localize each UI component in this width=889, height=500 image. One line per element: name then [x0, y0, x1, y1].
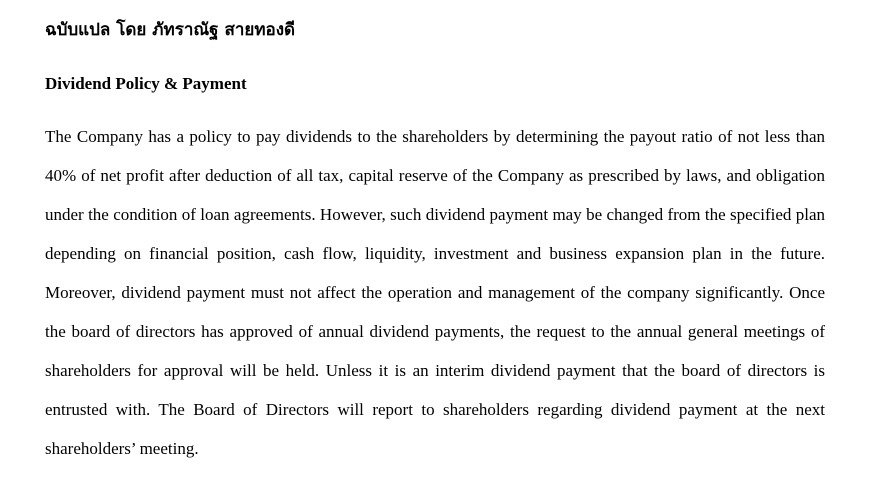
section-title: Dividend Policy & Payment	[45, 74, 247, 93]
translator-credit: ฉบับแปล โดย ภัทราณัฐ สายทองดี	[45, 20, 296, 40]
policy-paragraph: The Company has a policy to pay dividends to the shareholders by determining the payout ratio of not less than 40% of net profit after deduction of all tax, capital reserve of the Company as prescribed by laws, and obligation under the condition of loan agreements. However, such dividend payment may be changed from the specified plan depending on financial position, cash flow, liquidity, investment and business expansion plan in the future. Moreover, dividend payment must not affect the operation and management of the company significantly. Once the board of directors has approved of annual dividend payments, the request to the annual general meetings of shareholders for approval will be held. Unless it is an interim dividend payment that the board of directors is entrusted with. The Board of Directors will report to shareholders regarding dividend payment at the next shareholders’ meeting.	[45, 127, 825, 458]
